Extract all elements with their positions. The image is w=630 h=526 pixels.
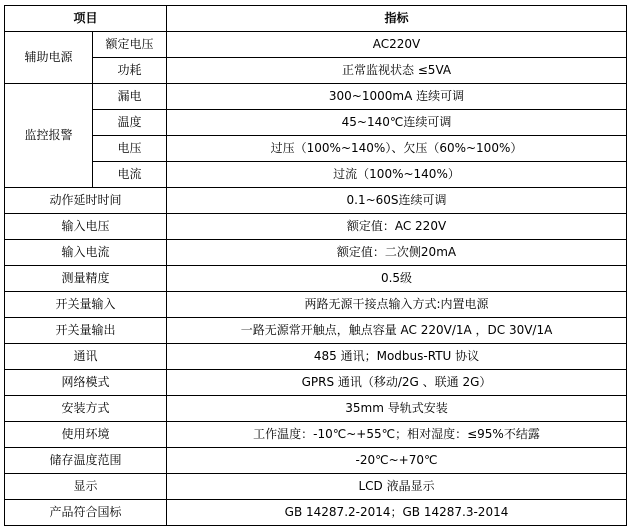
row-label: 安装方式 <box>5 396 167 422</box>
cell-value: -20℃~+70℃ <box>167 448 627 474</box>
sub-label: 功耗 <box>93 58 167 84</box>
cell-value: AC220V <box>167 32 627 58</box>
table-row <box>5 110 627 136</box>
table-row <box>5 370 627 396</box>
table-header-row <box>5 6 627 32</box>
row-label: 显示 <box>5 474 167 500</box>
sub-label: 电压 <box>93 136 167 162</box>
group-label-alarm: 监控报警 <box>5 84 93 188</box>
row-label: 动作延时时间 <box>5 188 167 214</box>
cell-value: LCD 液晶显示 <box>167 474 627 500</box>
sub-label: 漏电 <box>93 84 167 110</box>
cell-value: 一路无源常开触点，触点容量 AC 220V/1A ，DC 30V/1A <box>167 318 627 344</box>
sub-label: 温度 <box>93 110 167 136</box>
cell-value: 两路无源干接点输入方式:内置电源 <box>167 292 627 318</box>
table-row <box>5 448 627 474</box>
cell-value: GPRS 通讯（移动/2G 、联通 2G） <box>167 370 627 396</box>
row-label: 开关量输出 <box>5 318 167 344</box>
table-row <box>5 422 627 448</box>
table-row <box>5 500 627 526</box>
cell-value: 485 通讯；Modbus-RTU 协议 <box>167 344 627 370</box>
cell-value: 0.5级 <box>167 266 627 292</box>
cell-value: 35mm 导轨式安装 <box>167 396 627 422</box>
table-row <box>5 214 627 240</box>
table-row <box>5 240 627 266</box>
table-row <box>5 292 627 318</box>
row-label: 使用环境 <box>5 422 167 448</box>
sub-label: 电流 <box>93 162 167 188</box>
cell-value: 额定值：二次侧20mA <box>167 240 627 266</box>
cell-value: 正常监视状态 ≤5VA <box>167 58 627 84</box>
table-row <box>5 396 627 422</box>
header-spec: 指标 <box>167 6 627 32</box>
table-row <box>5 84 627 110</box>
header-item: 项目 <box>5 6 167 32</box>
row-label: 通讯 <box>5 344 167 370</box>
group-label-power: 辅助电源 <box>5 32 93 84</box>
cell-value: 过流（100%~140%） <box>167 162 627 188</box>
table-row <box>5 162 627 188</box>
row-label: 产品符合国标 <box>5 500 167 526</box>
sub-label: 额定电压 <box>93 32 167 58</box>
cell-value: 45~140℃连续可调 <box>167 110 627 136</box>
row-label: 开关量输入 <box>5 292 167 318</box>
row-label: 测量精度 <box>5 266 167 292</box>
table-row <box>5 136 627 162</box>
cell-value: 过压（100%~140%）、欠压（60%~100%） <box>167 136 627 162</box>
row-label: 输入电流 <box>5 240 167 266</box>
row-label: 网络模式 <box>5 370 167 396</box>
cell-value: 300~1000mA 连续可调 <box>167 84 627 110</box>
table-row <box>5 32 627 58</box>
table-row <box>5 344 627 370</box>
table-row <box>5 58 627 84</box>
table-row <box>5 474 627 500</box>
cell-value: 额定值：AC 220V <box>167 214 627 240</box>
table-row <box>5 318 627 344</box>
table-row <box>5 266 627 292</box>
row-label: 储存温度范围 <box>5 448 167 474</box>
table-row <box>5 188 627 214</box>
cell-value: 0.1~60S连续可调 <box>167 188 627 214</box>
cell-value: 工作温度：-10℃~+55℃；相对湿度：≤95%不结露 <box>167 422 627 448</box>
cell-value: GB 14287.2-2014；GB 14287.3-2014 <box>167 500 627 526</box>
specification-table <box>4 5 627 526</box>
row-label: 输入电压 <box>5 214 167 240</box>
